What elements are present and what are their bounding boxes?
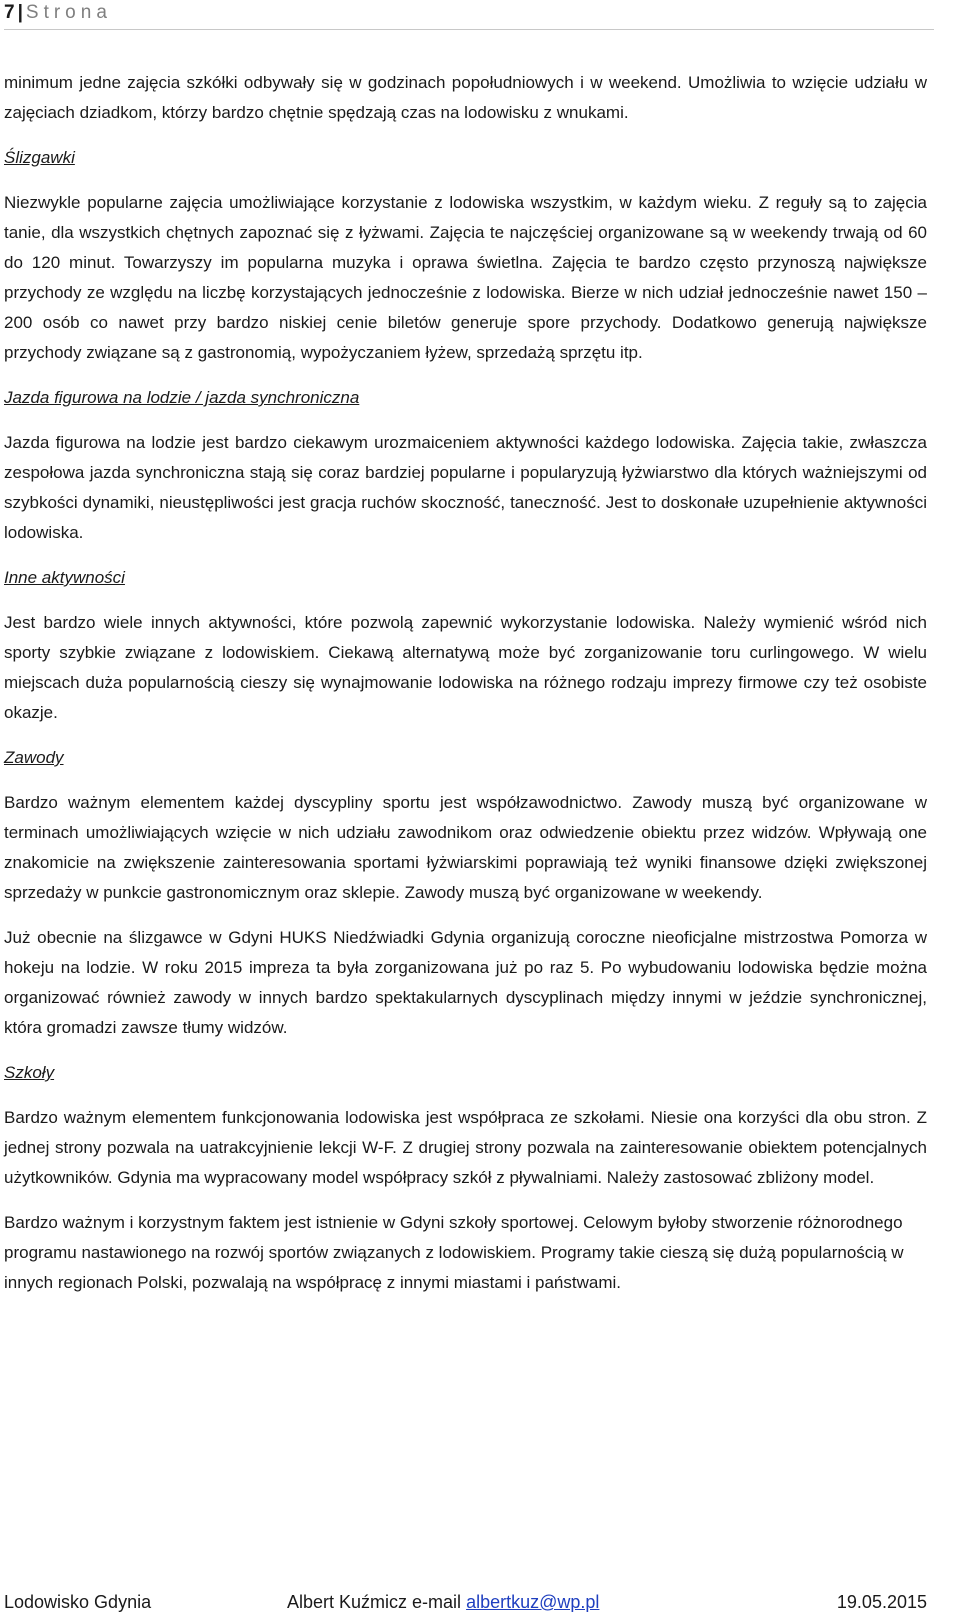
paragraph-inne-aktywnosci: Jest bardzo wiele innych aktywności, które pozwolą zapewnić wykorzystanie lodowiska. Należy wymienić wśród nich sporty szybkie związane z lodowiskiem. Ciekawą alternatywą może być zorganizowanie toru curlingowego. W wielu miejscach duża popularnością cieszy się wynajmowanie lodowiska na różnego rodzaju imprezy firmowe czy też osobiste okazje. bbox=[4, 613, 927, 722]
footer-date: 19.05.2015 bbox=[836, 1592, 927, 1612]
page-number: 7 bbox=[4, 2, 15, 23]
footer-author bbox=[287, 1588, 599, 1616]
footer-email-link[interactable]: albertkuz@wp.pl bbox=[466, 1592, 600, 1612]
page-header bbox=[4, 0, 934, 30]
paragraph-szkoly-2: Bardzo ważnym i korzystnym faktem jest istnienie w Gdyni szkoły sportowej. Celowym byłoby stworzenie różnorodnego programu nastawionego na rozwój sportów związanych z lodowiskiem. Programy takie cieszą się dużą popularnością w innych regionach Polski, pozwalają na współpracę z innymi miastami i państwami. bbox=[4, 1213, 904, 1292]
paragraph-zawody-2: Już obecnie na ślizgawce w Gdyni HUKS Niedźwiadki Gdynia organizują coroczne nieoficjalne mistrzostwa Pomorza w hokeju na lodzie. W roku 2015 impreza ta była zorganizowana już po raz 5. Po wybudowaniu lodowiska będzie można organizować również zawody w innych bardzo spektakularnych dyscyplinach między innymi w jeździe synchronicznej, która gromadzi zawsze tłumy widzów. bbox=[4, 928, 927, 1037]
heading-slizgawki: Ślizgawki bbox=[4, 148, 75, 167]
heading-zawody: Zawody bbox=[4, 748, 64, 767]
document-body bbox=[4, 68, 927, 1313]
heading-jazda-figurowa: Jazda figurowa na lodzie / jazda synchroniczna bbox=[4, 388, 360, 407]
paragraph-zawody-1: Bardzo ważnym elementem każdej dyscypliny sportu jest współzawodnictwo. Zawody muszą być organizowane w terminach umożliwiających wzięcie w nich udziału zawodnikom oraz odwiedzenie obiektu przez widzów. Wpływają one znakomicie na zwiększenie zainteresowania sportami łyżwiarskimi poprawiają też wyniki finansowe dzięki zwiększonej sprzedaży w punkcie gastronomicznym oraz sklepie. Zawody muszą być organizowane w weekendy. bbox=[4, 793, 927, 902]
paragraph-slizgawki: Niezwykle popularne zajęcia umożliwiające korzystanie z lodowiska wszystkim, w każdym wieku. Z reguły są to zajęcia tanie, dla wszystkich chętnych zapoznać się z łyżwami. Zajęcia te najczęściej organizowane są w weekendy trwają od 60 do 120 minut. Towarzyszy im popularna muzyka i oprawa świetlna. Zajęcia te bardzo często przynoszą największe przychody ze względu na liczbę korzystających jednocześnie z lodowiska. Bierze w nich udział jednocześnie nawet 150 – 200 osób co nawet przy bardzo niskiej cenie biletów generuje spore przychody. Dodatkowo generują największe przychody związane są z gastronomią, wypożyczaniem łyżew, sprzedażą sprzętu itp. bbox=[4, 193, 927, 362]
intro-paragraph: minimum jedne zajęcia szkółki odbywały się w godzinach popołudniowych i w weekend. Umożliwia to wzięcie udziału w zajęciach dziadkom, którzy bardzo chętnie spędzają czas na lodowisku z wnukami. bbox=[4, 73, 927, 122]
paragraph-szkoly-1: Bardzo ważnym elementem funkcjonowania lodowiska jest współpraca ze szkołami. Niesie ona korzyści dla obu stron. Z jednej strony pozwala na uatrakcyjnienie lekcji W-F. Z drugiej strony pozwala na zainteresowanie obiektem potencjalnych użytkowników. Gdynia ma wypracowany model współpracy szkół z pływalniami. Należy zastosować zbliżony model. bbox=[4, 1108, 927, 1187]
page-footer bbox=[4, 1588, 927, 1616]
heading-inne-aktywnosci: Inne aktywności bbox=[4, 568, 125, 587]
footer-author-prefix: Albert Kuźmicz e-mail bbox=[287, 1592, 462, 1612]
heading-szkoly: Szkoły bbox=[4, 1063, 55, 1082]
footer-title: Lodowisko Gdynia bbox=[4, 1592, 152, 1612]
header-separator: | bbox=[17, 2, 23, 23]
paragraph-jazda-figurowa: Jazda figurowa na lodzie jest bardzo ciekawym urozmaiceniem aktywności każdego lodowiska. Zajęcia takie, zwłaszcza zespołowa jazda synchroniczna stają się coraz bardziej popularne i popularyzują łyżwiarstwo dla których ważniejszymi od szybkości dynamiki, nieustępliwości jest gracja ruchów skoczność, taneczność. Jest to doskonałe uzupełnienie aktywności lodowiska. bbox=[4, 433, 927, 542]
page-word: Strona bbox=[25, 2, 112, 23]
